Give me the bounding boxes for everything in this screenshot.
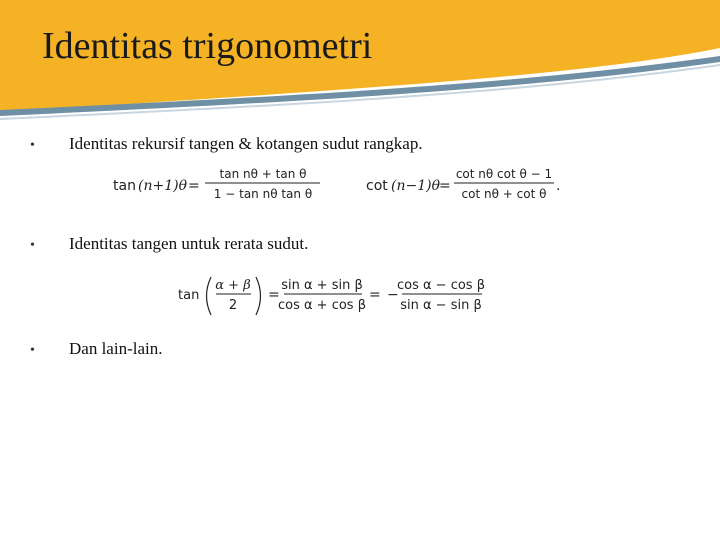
minus-sign: − (387, 287, 399, 303)
formula-tan-average-angle (176, 272, 496, 322)
bullet-text: Identitas tangen untuk rerata sudut. (69, 234, 309, 253)
equals-sign-1: = (268, 287, 280, 303)
fraction-numerator: tan nθ + tan θ (219, 167, 307, 181)
slide-title: Identitas trigonometri (42, 25, 373, 67)
lhs-arg: (n+1)θ (138, 178, 188, 194)
inner-denominator: 2 (228, 298, 238, 313)
lhs-fn: cot (366, 178, 388, 194)
equals-sign: = (188, 178, 200, 194)
equals-sign: = (439, 178, 451, 194)
bullet-symbol: • (30, 138, 35, 153)
bullet-item-1 (0, 134, 720, 162)
fraction1-denominator: cos α + cos β (277, 298, 367, 313)
lhs-fn: tan (178, 288, 200, 303)
left-paren (207, 277, 212, 315)
bullet-item-2 (0, 234, 720, 262)
formula-cot-recursive (364, 162, 564, 206)
fraction2-numerator: cos α − cos β (396, 278, 486, 293)
equals-sign-2: = (369, 287, 381, 303)
bullet-symbol: • (30, 343, 35, 358)
lhs-fn: tan (113, 178, 136, 194)
fraction-denominator: cot nθ + cot θ (461, 187, 547, 201)
fraction-numerator: cot nθ cot θ − 1 (455, 167, 553, 181)
right-paren (256, 277, 261, 315)
end-period: . (556, 178, 561, 194)
bullet-item-3 (0, 339, 720, 367)
bullet-text: Dan lain-lain. (69, 339, 163, 358)
fraction2-denominator: sin α − sin β (400, 298, 482, 313)
inner-numerator: α + β (215, 278, 251, 293)
formula-tan-recursive (110, 162, 320, 206)
fraction-denominator: 1 − tan nθ tan θ (213, 187, 313, 201)
fraction1-numerator: sin α + sin β (281, 278, 363, 293)
lhs-arg: (n−1)θ (391, 178, 441, 194)
bullet-symbol: • (30, 238, 35, 253)
bullet-text: Identitas rekursif tangen & kotangen sudut rangkap. (69, 134, 423, 153)
